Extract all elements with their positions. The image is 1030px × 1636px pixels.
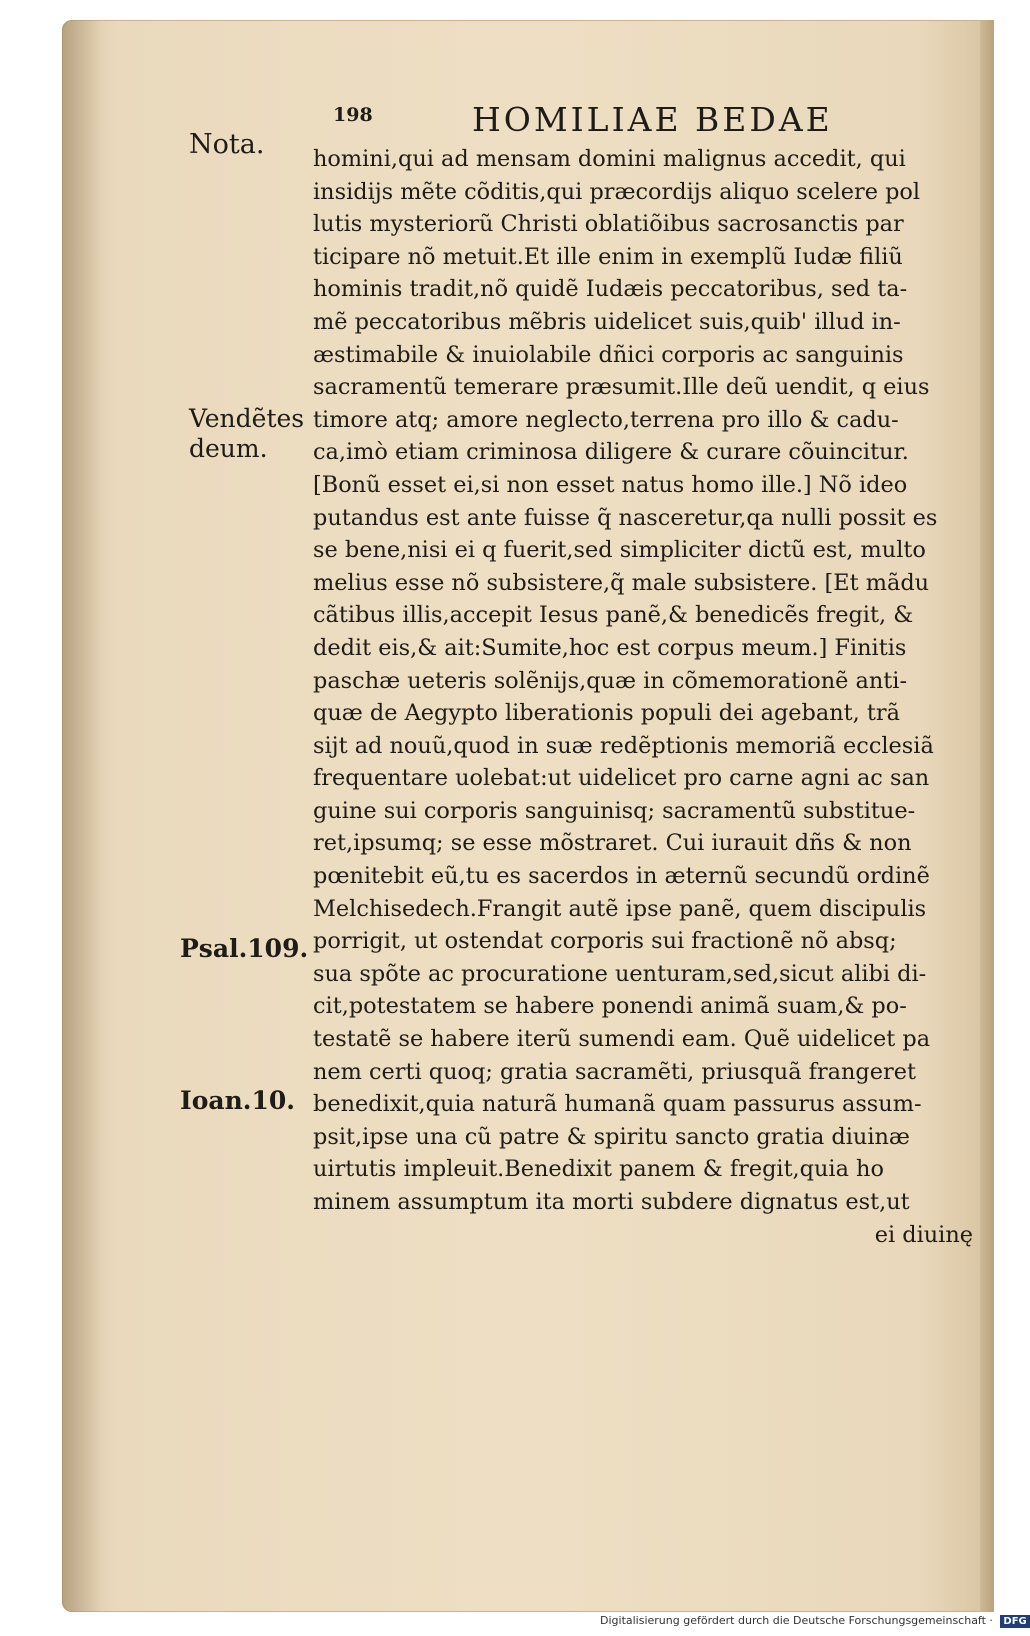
text-line: pœnitebit eũ,tu es sacerdos in æternũ secundũ ordinẽ bbox=[313, 863, 930, 890]
text-line: ticipare nõ metuit.Et ille enim in exemplũ Iudæ filiũ bbox=[313, 243, 903, 270]
text-line: æstimabile & inuiolabile dñici corporis ac sanguinis bbox=[313, 341, 904, 368]
margin-note-nota: Nota. bbox=[189, 129, 265, 160]
body-text bbox=[313, 143, 973, 1251]
text-line: se bene,nisi ei q fuerit,sed simpliciter dictũ est, multo bbox=[313, 537, 926, 564]
text-line: Melchisedech.Frangit autẽ ipse panẽ, quem discipulis bbox=[313, 895, 927, 922]
text-line: frequentare uolebat:ut uidelicet pro carne agni ac san bbox=[313, 765, 930, 792]
margin-note-vendetes-line2: deum. bbox=[189, 434, 268, 463]
text-line: paschæ ueteris solẽnijs,quæ in cõmemorationẽ anti- bbox=[313, 667, 908, 694]
text-line: cãtibus illis,accepit Iesus panẽ,& benedicẽs fregit, & bbox=[313, 602, 914, 629]
text-line: cit,potestatem se habere ponendi animã suam,& po- bbox=[313, 993, 907, 1020]
text-line: testatẽ se habere iterũ sumendi eam. Quẽ uidelicet pa bbox=[313, 1026, 931, 1053]
footer-credit-text: Digitalisierung gefördert durch die Deutsche Forschungsgemeinschaft · bbox=[600, 1614, 993, 1627]
margin-note-vendetes bbox=[189, 404, 304, 464]
text-line: lutis mysteriorũ Christi oblatiõibus sacrosanctis par bbox=[313, 211, 904, 238]
text-line: psit,ipse una cũ patre & spiritu sancto gratia diuinæ bbox=[313, 1123, 910, 1150]
text-line: hominis tradit,nõ quidẽ Iudæis peccatoribus, sed ta- bbox=[313, 276, 908, 303]
margin-note-vendetes-line1: Vendẽtes bbox=[189, 404, 305, 433]
text-line: dedit eis,& ait:Sumite,hoc est corpus meum.] Finitis bbox=[313, 634, 907, 661]
margin-note-ioannes: Ioan.10. bbox=[180, 1086, 295, 1115]
text-line: timore atq; amore neglecto,terrena pro illo & cadu- bbox=[313, 406, 899, 433]
text-line: ca,imò etiam criminosa diligere & curare cõuincitur. bbox=[313, 439, 909, 466]
text-line: [Bonũ esset ei,si non esset natus homo ille.] Nõ ideo bbox=[313, 471, 908, 498]
binding-shadow bbox=[62, 20, 102, 1612]
text-line: melius esse nõ subsistere,q̃ male subsistere. [Et mãdu bbox=[313, 569, 930, 596]
running-head: HOMILIAE BEDAE bbox=[472, 100, 833, 139]
text-line: insidijs mẽte cõditis,qui præcordijs aliquo scelere pol bbox=[313, 178, 921, 205]
dfg-logo: DFG bbox=[1000, 1615, 1029, 1628]
text-line: porrigit, ut ostendat corporis sui fractionẽ nõ absq; bbox=[313, 928, 897, 955]
text-line: sacramentũ temerare præsumit.Ille deũ uendit, q eius bbox=[313, 374, 930, 401]
folio-number: 198 bbox=[333, 104, 373, 126]
catchword: ei diuinę bbox=[874, 1221, 973, 1248]
text-line: minem assumptum ita morti subdere dignatus est,ut bbox=[313, 1189, 910, 1215]
page-edge bbox=[980, 20, 994, 1612]
text-line: putandus est ante fuisse q̃ nasceretur,qa nulli possit es bbox=[313, 504, 938, 531]
text-line: nem certi quoq; gratia sacramẽti, priusquã frangeret bbox=[313, 1058, 916, 1085]
text-line: ret,ipsumq; se esse mõstraret. Cui iurauit dñs & non bbox=[313, 830, 912, 857]
text-line: uirtutis impleuit.Benedixit panem & fregit,quia ho bbox=[313, 1156, 884, 1183]
text-line: benedixit,quia naturã humanã quam passurus assum- bbox=[313, 1091, 922, 1118]
text-line: quæ de Aegypto liberationis populi dei agebant, trã bbox=[313, 700, 900, 727]
text-line: mẽ peccatoribus mẽbris uidelicet suis,quib' illud in- bbox=[313, 308, 901, 335]
text-line: guine sui corporis sanguinisq; sacramentũ substitue- bbox=[313, 797, 916, 824]
text-line: homini,qui ad mensam domini malignus accedit, qui bbox=[313, 146, 906, 172]
text-line: sijt ad nouũ,quod in suæ redẽptionis memoriã ecclesiã bbox=[313, 732, 934, 759]
digitization-footer bbox=[600, 1614, 1030, 1628]
margin-note-psalm: Psal.109. bbox=[180, 934, 309, 963]
text-line: sua spõte ac procuratione uenturam,sed,sicut alibi di- bbox=[313, 960, 927, 987]
